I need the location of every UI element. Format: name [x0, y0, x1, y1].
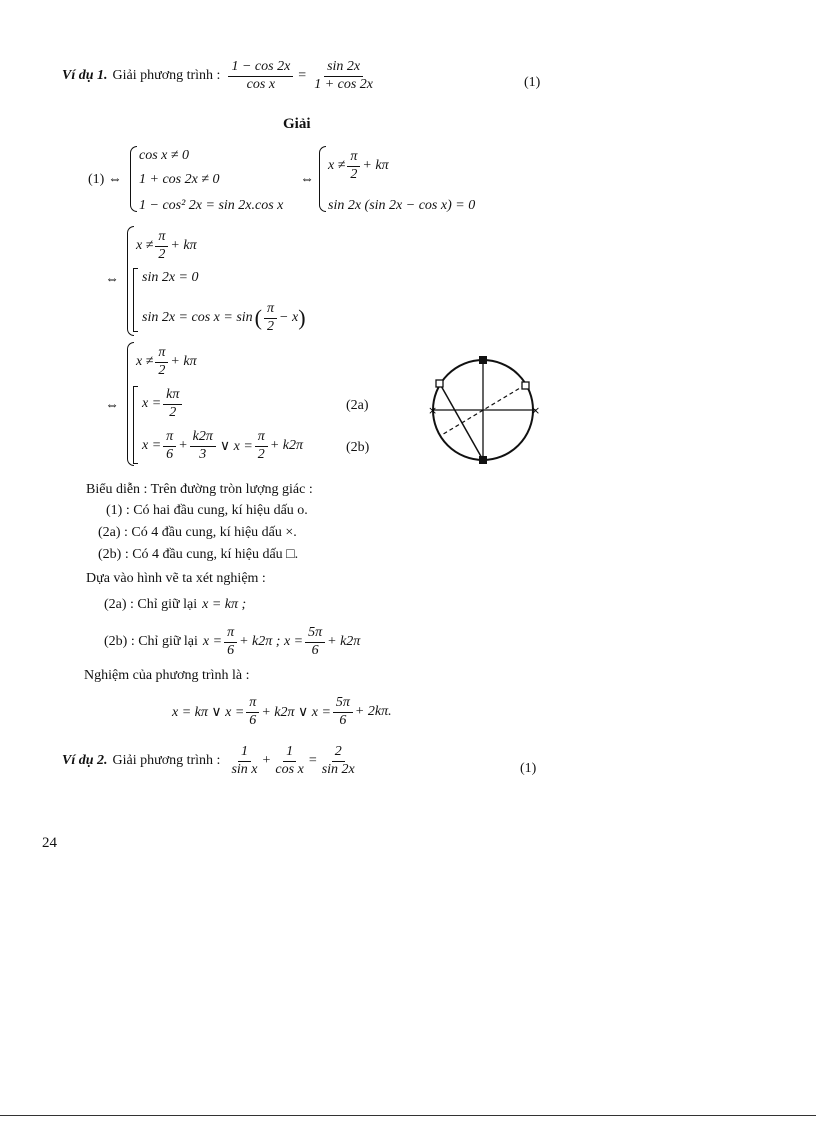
keep-2a-line: (2a) : Chỉ giữ lại x = kπ ;: [104, 597, 247, 612]
square-marker-top: [479, 356, 487, 364]
page-number: 24: [42, 835, 57, 851]
example-1-label: Ví dụ 1.: [62, 68, 108, 84]
system1-right-line-2: sin 2x (sin 2x − cos x) = 0: [328, 198, 476, 213]
cross-marker-left: ×: [428, 404, 438, 417]
example-2-header: Ví dụ 2. Giải phương trình : $\frac{1}{\text{sin x}}$ + $\frac{1}{\text{cos x}}$ = $\frac{2}{\sin 2x}$: [62, 744, 355, 777]
system3-line-1: x ≠ $\frac{\pi}{2}$ + kπ: [136, 345, 197, 378]
example-1-number: (1): [524, 75, 541, 90]
system3-arrow: ⇔: [105, 398, 119, 413]
example-2-number: (1): [520, 761, 537, 776]
representation-item-1: (1) : Có hai đầu cung, kí hiệu dấu o.: [106, 503, 308, 518]
representation-title: Biểu diễn : Trên đường tròn lượng giác :: [86, 482, 313, 497]
keep-2b-line: (2b) : Chỉ giữ lại x = $\frac{\pi}{6}$ + k2π ; x = $\frac{5\pi}{6}$ + k2π: [104, 625, 361, 658]
bottom-border-line: [0, 1115, 816, 1116]
system1-line-2: 1 + cos 2x ≠ 0: [139, 172, 220, 187]
answer-title: Nghiệm của phương trình là :: [84, 668, 250, 683]
system1-arrow: ⇔: [300, 172, 314, 187]
example-2-intro: Giải phương trình :: [112, 753, 221, 769]
solution-title: Giải: [283, 116, 311, 132]
system1-line-3: 1 − cos² 2x = sin 2x.cos x: [139, 198, 284, 213]
system1-brace: [130, 146, 137, 212]
system3-line-2: x = $\frac{k\pi}{2}$: [142, 388, 184, 420]
example-1-lhs: $\frac{1 - \cos 2x}{\text{cos x}}$: [228, 60, 293, 92]
system3-bracket: [133, 386, 138, 464]
system3-line-3: x = $\frac{\pi}{6}$ + $\frac{k2\pi}{3}$ ∨ x = $\frac{\pi}{2}$ + k2π: [142, 429, 303, 462]
square-marker-left: [436, 380, 443, 387]
system2-line-3: sin 2x = cos x = sin ( $\frac{\pi}{2}$ − x ): [142, 301, 306, 334]
example-1-header: Ví dụ 1. Giải phương trình : $\frac{1 - \cos 2x}{\text{cos x}}$ = $\frac{\sin 2x}{1 + \cos 2x}$: [62, 60, 378, 92]
representation-item-3: (2b) : Có 4 đầu cung, kí hiệu dấu □.: [98, 547, 299, 562]
system1-right-brace: [319, 146, 326, 212]
system1-right-line-1: x ≠ $\frac{\pi}{2}$ + kπ: [328, 149, 389, 182]
example-1-rhs: $\frac{\sin 2x}{1 + \cos 2x}$: [314, 59, 374, 92]
consider-text: Dựa vào hình vẽ ta xét nghiệm :: [86, 571, 266, 586]
system2-arrow: ⇔: [105, 272, 119, 287]
system2-line-2: sin 2x = 0: [142, 270, 199, 285]
system2-bracket: [133, 268, 138, 332]
system1-lead: (1) ⇔: [88, 172, 122, 187]
answer-formula: x = kπ ∨ x = $\frac{\pi}{6}$ + k2π ∨ x = $\frac{5\pi}{6}$ + 2kπ.: [172, 695, 392, 728]
representation-item-2: (2a) : Có 4 đầu cung, kí hiệu dấu ×.: [98, 525, 297, 540]
system3-tag-2a: (2a): [346, 398, 369, 413]
system2-line-1: x ≠ $\frac{\pi}{2}$ + kπ: [136, 229, 197, 262]
system1-line-1: cos x ≠ 0: [139, 148, 190, 163]
system3-tag-2b: (2b): [346, 440, 370, 455]
trig-circle-figure: [426, 352, 542, 468]
cross-marker-right: ×: [531, 404, 541, 417]
example-2-label: Ví dụ 2.: [62, 753, 108, 769]
diagonal-line: [440, 384, 483, 460]
square-marker-right: [522, 382, 529, 389]
square-marker-bottom: [479, 456, 487, 464]
example-1-intro: Giải phương trình :: [112, 68, 221, 84]
